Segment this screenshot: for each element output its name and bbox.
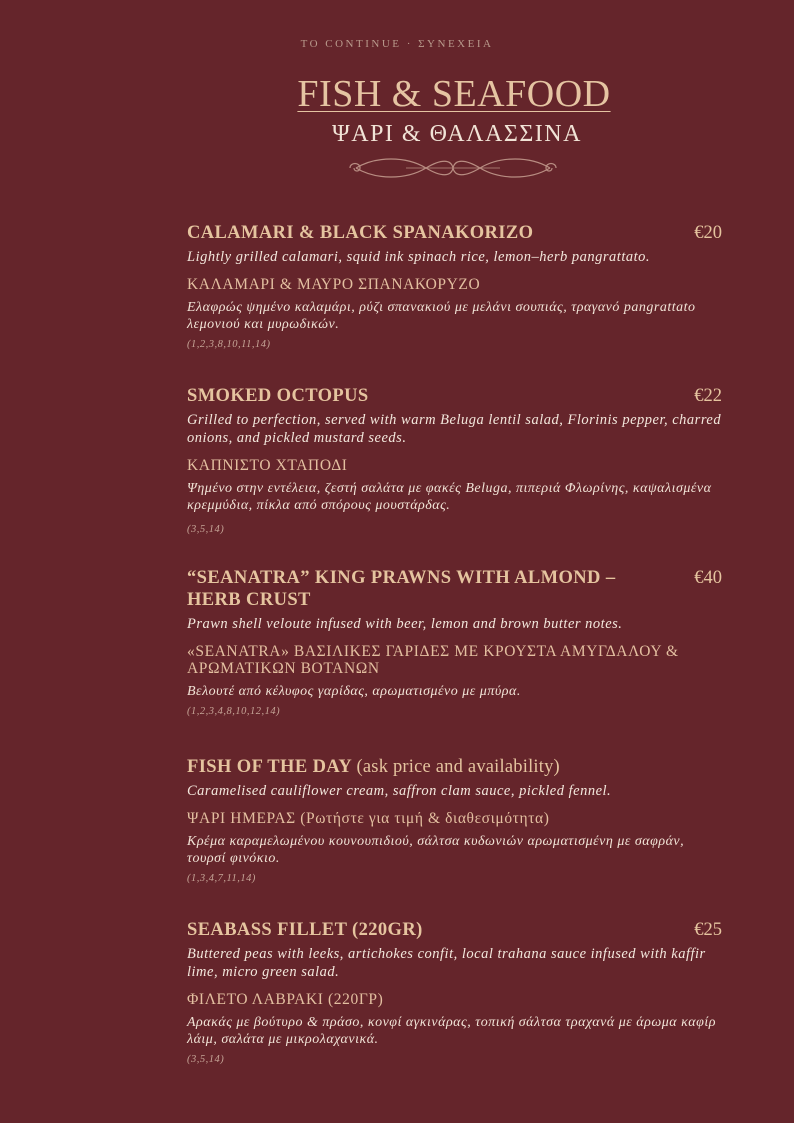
item-allergens: (1,2,3,8,10,11,14) <box>187 339 271 350</box>
item-name: SMOKED OCTOPUS <box>187 386 369 406</box>
item-name-greek: ΚΑΠΝΙΣΤΟ ΧΤΑΠΟΔΙ <box>187 457 348 474</box>
item-price: €20 <box>694 223 722 243</box>
item-name-greek: ΦΙΛΕΤΟ ΛΑΒΡΑΚΙ (220ΓΡ) <box>187 991 384 1008</box>
item-description: Lightly grilled calamari, squid ink spinach rice, lemon–herb pangrattato. <box>187 249 651 265</box>
menu-item <box>187 222 722 350</box>
item-name-greek: ΨΑΡΙ ΗΜΕΡΑΣ (Ρωτήστε για τιμή & διαθεσιμότητα) <box>187 810 550 827</box>
item-description-greek: Ελαφρώς ψημένο καλαμάρι, ρύζι σπανακιού με μελάνι σουπιάς, τραγανό pangrattato λεμονιού και μυρωδικών. <box>187 300 696 332</box>
item-name: CALAMARI & BLACK SPANAKORIZO <box>187 223 534 243</box>
flourish-ornament-icon <box>346 154 560 182</box>
item-description: Buttered peas with leeks, artichokes confit, local trahana sauce infused with kaffir lime, micro green salad. <box>187 946 706 980</box>
item-name <box>187 756 657 778</box>
continue-note: TO CONTINUE · ΣΥΝΕΧΕΙΑ <box>300 38 494 50</box>
item-price: €40 <box>694 568 722 588</box>
item-description-greek: Κρέμα καραμελωμένου κουνουπιδιού, σάλτσα κυδωνιών αρωματισμένη με σαφράν, τουρσί φινόκιο. <box>187 834 685 866</box>
menu-item <box>187 756 722 884</box>
item-allergens: (3,5,14) <box>187 1054 225 1065</box>
item-description: Prawn shell veloute infused with beer, lemon and brown butter notes. <box>187 616 623 632</box>
item-description: Grilled to perfection, served with warm Beluga lentil salad, Florinis pepper, charred onions, and pickled mustard seeds. <box>187 412 722 446</box>
item-name: “SEANATRA” KING PRAWNS WITH ALMOND –HERB CRUST <box>187 568 616 610</box>
item-description-greek: Βελουτέ από κέλυφος γαρίδας, αρωματισμένο με μπύρα. <box>187 684 521 699</box>
menu-item <box>187 567 722 717</box>
page-subtitle: ΨΑΡΙ & ΘΑΛΑΣΣΙΝΑ <box>332 121 582 147</box>
item-allergens: (1,2,3,4,8,10,12,14) <box>187 706 281 717</box>
item-price: €25 <box>694 920 722 940</box>
item-name-greek: ΚΑΛΑΜΑΡΙ & ΜΑΥΡΟ ΣΠΑΝΑΚΟΡΥΖΟ <box>187 276 481 293</box>
item-description-greek: Ψημένο στην εντέλεια, ζεστή σαλάτα με φακές Beluga, πιπεριά Φλωρίνης, καψαλισμένα κρεμμύδια, πίκλα από σπόρους μουστάρδας. <box>187 481 712 513</box>
item-allergens: (1,3,4,7,11,14) <box>187 873 256 884</box>
item-allergens: (3,5,14) <box>187 524 225 535</box>
item-description-greek: Αρακάς με βούτυρο & πράσο, κονφί αγκινάρας, τοπική σάλτσα τραχανά με άρωμα καφίρ λάιμ, σαλάτα με μικρολαχανικά. <box>187 1015 717 1047</box>
item-name-note: (ask price and availability) <box>356 757 560 777</box>
menu-item <box>187 385 722 535</box>
item-name: SEABASS FILLET (220GR) <box>187 920 423 940</box>
page-title: FISH & SEAFOOD <box>297 73 611 115</box>
item-name-main: FISH OF THE DAY <box>187 757 352 777</box>
item-name-greek: «SEANATRA» ΒΑΣΙΛΙΚΕΣ ΓΑΡΙΔΕΣ ΜΕ ΚΡΟΥΣΤΑ ΑΜΥΓΔΑΛΟΥ & ΑΡΩΜΑΤΙΚΩΝ ΒΟΤΑΝΩΝ <box>187 643 679 677</box>
item-description: Caramelised cauliflower cream, saffron clam sauce, pickled fennel. <box>187 783 612 799</box>
item-price: €22 <box>694 386 722 406</box>
menu-item <box>187 919 722 1065</box>
